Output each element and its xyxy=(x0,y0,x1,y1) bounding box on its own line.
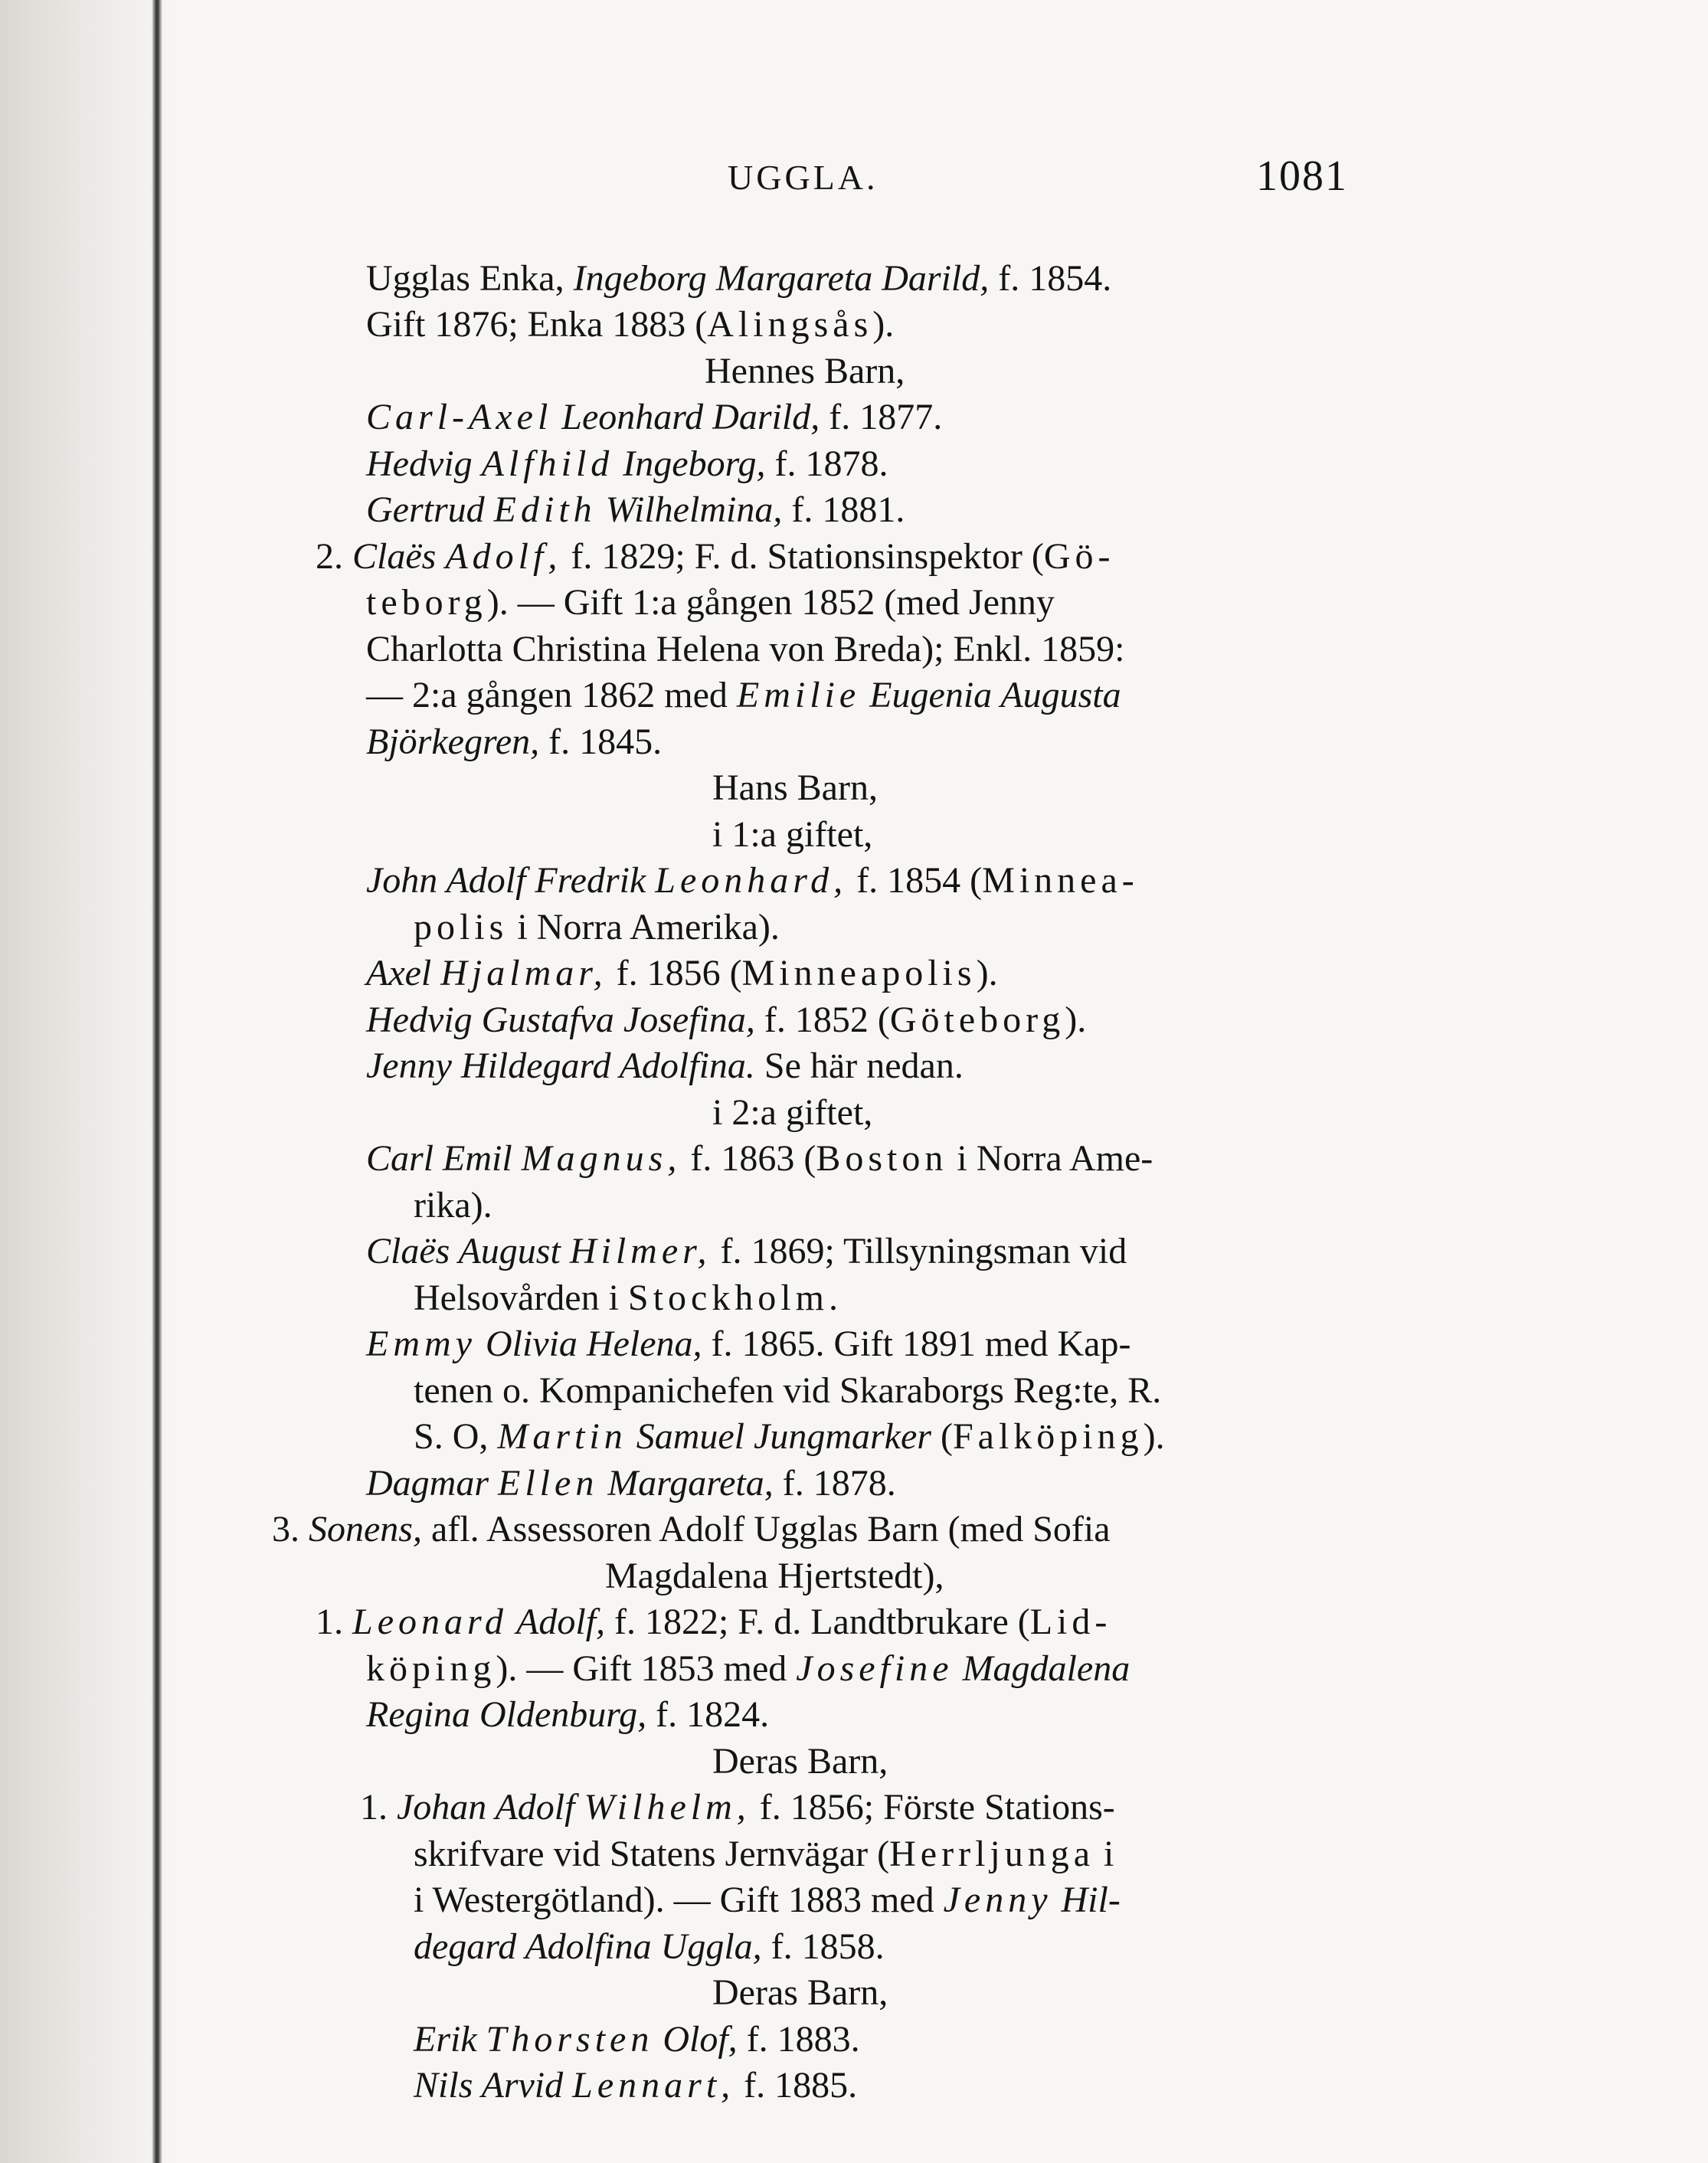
text-line xyxy=(414,1280,838,1317)
text-segment: Gertrud xyxy=(366,489,494,530)
text-segment: ( xyxy=(931,1416,953,1457)
text-segment: ). xyxy=(976,953,998,993)
text-segment: i 2:a giftet, xyxy=(712,1092,873,1133)
text-segment: f. 1824. xyxy=(646,1694,770,1735)
text-segment: Stockholm xyxy=(627,1278,829,1318)
text-segment: f. 1869; Tillsyningsman vid xyxy=(711,1231,1127,1271)
text-segment: Hans Barn, xyxy=(712,767,878,808)
text-line xyxy=(414,2021,860,2058)
text-segment: Helsovården i xyxy=(414,1278,628,1318)
text-line xyxy=(712,767,878,808)
text-segment: Björkegren, xyxy=(366,722,540,762)
text-segment: Minnea- xyxy=(982,860,1139,901)
text-segment: ). xyxy=(1065,1000,1087,1040)
text-segment: Adolf, xyxy=(507,1602,606,1642)
text-segment: Erik xyxy=(414,2019,486,2060)
text-line xyxy=(366,399,942,436)
text-segment: Leonard xyxy=(352,1602,508,1642)
text-segment: polis xyxy=(414,907,509,947)
text-segment: f. 1885. xyxy=(735,2065,858,2106)
text-line xyxy=(705,353,905,390)
text-line xyxy=(366,306,894,343)
text-segment: Minneapolis xyxy=(741,953,977,993)
text-segment: Olof, xyxy=(653,2019,738,2060)
text-line xyxy=(366,1326,1130,1363)
text-segment: Leonhard Darild, xyxy=(552,397,820,437)
page-number: 1081 xyxy=(1256,152,1348,200)
text-segment: Emmy xyxy=(366,1324,476,1364)
text-segment: i Westergötland). — Gift 1883 med xyxy=(414,1880,944,1920)
text-segment: tenen o. Kompanichefen vid Skaraborgs Reg:te, R. xyxy=(414,1370,1162,1411)
text-segment: Hennes Barn, xyxy=(705,351,905,391)
text-segment: Ellen xyxy=(498,1463,599,1504)
text-segment: f. 1858. xyxy=(761,1926,885,1967)
text-segment: Lid- xyxy=(1029,1602,1112,1642)
text-segment: f. 1854. xyxy=(989,258,1112,299)
text-segment: degard Adolfina Uggla, xyxy=(414,1926,762,1967)
text-segment: teborg xyxy=(366,582,487,623)
text-line xyxy=(366,443,888,484)
text-segment: i Norra Ame- xyxy=(947,1138,1153,1179)
text-segment: Herrljunga xyxy=(889,1834,1095,1874)
text-line xyxy=(712,1972,888,2013)
text-segment: f. 1854 ( xyxy=(847,860,983,901)
text-segment: Charlotta Christina Helena von Breda); Enkl. 1859: xyxy=(366,629,1125,669)
text-line xyxy=(360,1789,1115,1826)
text-line xyxy=(272,1511,1111,1548)
text-line xyxy=(366,677,1121,714)
text-line xyxy=(414,1926,885,1967)
text-segment: 1. xyxy=(360,1787,397,1828)
text-line xyxy=(366,260,1111,297)
text-segment: Carl-Axel xyxy=(366,397,553,437)
text-segment: Magnus, xyxy=(521,1138,682,1179)
text-segment: Alingsås xyxy=(707,304,873,345)
text-line xyxy=(712,1743,888,1780)
text-segment: Deras Barn, xyxy=(712,1972,888,2013)
text-segment: 3. xyxy=(272,1509,309,1549)
text-segment: Hilmer, xyxy=(569,1231,712,1271)
text-segment: ). xyxy=(872,304,895,345)
text-line xyxy=(414,1836,1114,1873)
text-line xyxy=(366,1648,1130,1689)
text-segment: f. 1863 ( xyxy=(681,1138,816,1179)
binding-edge xyxy=(152,0,162,2163)
text-segment: Thorsten xyxy=(486,2019,654,2060)
text-segment: f. 1829; F. d. Stationsinspektor ( xyxy=(561,536,1044,577)
text-segment: S. O, xyxy=(414,1416,498,1457)
text-segment: Ingeborg, xyxy=(614,443,766,484)
text-segment: f. 1877. xyxy=(820,397,943,437)
text-segment: f. 1856; Förste Stations- xyxy=(750,1787,1115,1828)
text-segment: Ingeborg Margareta Darild, xyxy=(573,258,990,299)
text-segment: Carl Emil xyxy=(366,1138,522,1179)
text-line xyxy=(366,1694,770,1735)
text-segment: Jenny Hildegard Adolfina. xyxy=(366,1046,755,1086)
text-line xyxy=(316,1604,1111,1641)
text-line xyxy=(366,1048,964,1085)
text-segment: afl. Assessoren Adolf Ugglas Barn (med Sofia xyxy=(421,1509,1111,1549)
text-segment: Wilhelmina, xyxy=(596,489,783,530)
text-line xyxy=(414,1370,1162,1411)
text-segment: Emilie xyxy=(736,675,861,715)
text-line xyxy=(366,955,998,992)
text-segment: Nils Arvid xyxy=(414,2065,573,2106)
text-segment: 1. xyxy=(316,1602,352,1642)
text-segment: Se här nedan. xyxy=(754,1046,964,1086)
text-segment: f. 1865. Gift 1891 med Kap- xyxy=(702,1324,1131,1364)
text-line xyxy=(366,1002,1086,1039)
text-segment: Samuel Jungmarker xyxy=(627,1416,931,1457)
text-segment: John Adolf Fredrik xyxy=(366,860,656,901)
text-line xyxy=(366,862,1139,899)
text-segment: skrifvare vid Statens Jernvägar ( xyxy=(414,1834,890,1874)
text-segment: Josefine xyxy=(796,1648,954,1689)
text-segment: Regina Oldenburg, xyxy=(366,1694,647,1735)
text-line xyxy=(366,631,1124,668)
text-segment: — 2:a gången 1862 med xyxy=(366,675,737,715)
text-segment: i Norra Amerika). xyxy=(508,907,780,947)
text-segment: ). — Gift 1:a gången 1852 (med Jenny xyxy=(486,582,1055,623)
text-line xyxy=(414,2067,857,2104)
text-segment: ). — Gift 1853 med xyxy=(496,1648,797,1689)
text-segment: Hil- xyxy=(1052,1880,1121,1920)
text-segment: Dagmar xyxy=(366,1463,499,1504)
text-line xyxy=(414,1416,1165,1457)
text-segment: Magdalena Hjertstedt), xyxy=(605,1556,944,1596)
text-segment: Deras Barn, xyxy=(712,1741,888,1782)
running-header: UGGLA. xyxy=(728,158,879,197)
text-segment: Olivia Helena, xyxy=(476,1324,702,1364)
text-segment: Falköping xyxy=(952,1416,1144,1457)
text-segment: Hedvig Gustafva Josefina, xyxy=(366,1000,755,1040)
text-segment: f. 1856 ( xyxy=(607,953,742,993)
text-segment: Claës August xyxy=(366,1231,570,1271)
text-segment: Hedvig xyxy=(366,443,482,484)
text-segment: Johan Adolf xyxy=(397,1787,584,1828)
text-segment: Adolf, xyxy=(445,536,562,577)
text-line xyxy=(414,1187,492,1224)
text-segment: i xyxy=(1094,1834,1114,1874)
text-segment: Eugenia Augusta xyxy=(860,675,1121,715)
text-segment: f. 1881. xyxy=(782,489,905,530)
text-line xyxy=(366,584,1055,621)
page-binding-shadow xyxy=(0,0,176,2163)
text-line xyxy=(316,538,1114,575)
text-line xyxy=(605,1558,944,1595)
text-segment: Claës xyxy=(352,536,446,577)
text-line xyxy=(712,1092,873,1133)
text-segment: Ugglas Enka, xyxy=(366,258,574,299)
text-line xyxy=(712,816,872,853)
text-segment: Gö- xyxy=(1043,536,1115,577)
text-segment: Wilhelm, xyxy=(584,1787,751,1828)
text-segment: Hjalmar, xyxy=(440,953,607,993)
text-segment: Leonhard, xyxy=(655,860,848,901)
text-line xyxy=(366,1140,1153,1177)
text-line xyxy=(366,1233,1127,1270)
text-line xyxy=(366,1465,896,1502)
text-segment: f. 1845. xyxy=(539,722,663,762)
text-segment: . xyxy=(828,1278,838,1318)
text-segment: f. 1878. xyxy=(773,1463,896,1504)
text-line xyxy=(414,1882,1121,1919)
text-segment: Alfhild xyxy=(481,443,614,484)
text-line xyxy=(366,724,662,761)
text-segment: Margareta, xyxy=(598,1463,774,1504)
text-segment: f. 1852 ( xyxy=(754,1000,890,1040)
text-line xyxy=(414,909,780,946)
text-segment: Lennart, xyxy=(572,2065,735,2106)
text-segment: i 1:a giftet, xyxy=(712,814,873,855)
text-segment: f. 1822; F. d. Landtbrukare ( xyxy=(605,1602,1030,1642)
text-segment: Edith xyxy=(493,489,597,530)
text-segment: f. 1878. xyxy=(765,443,888,484)
text-segment: f. 1883. xyxy=(737,2019,860,2060)
text-segment: Göteborg xyxy=(889,1000,1065,1040)
text-segment: Boston xyxy=(816,1138,948,1179)
text-segment: rika). xyxy=(414,1185,492,1225)
text-segment: 2. xyxy=(316,536,352,577)
text-segment: köping xyxy=(366,1648,496,1689)
text-segment: ). xyxy=(1143,1416,1165,1457)
text-segment: Martin xyxy=(497,1416,627,1457)
text-segment: Sonens, xyxy=(309,1509,422,1549)
text-segment: Gift 1876; Enka 1883 ( xyxy=(366,304,708,345)
text-segment: Magdalena xyxy=(953,1648,1130,1689)
text-segment: Jenny xyxy=(943,1880,1052,1920)
text-line xyxy=(366,489,905,530)
text-segment: Axel xyxy=(366,953,441,993)
